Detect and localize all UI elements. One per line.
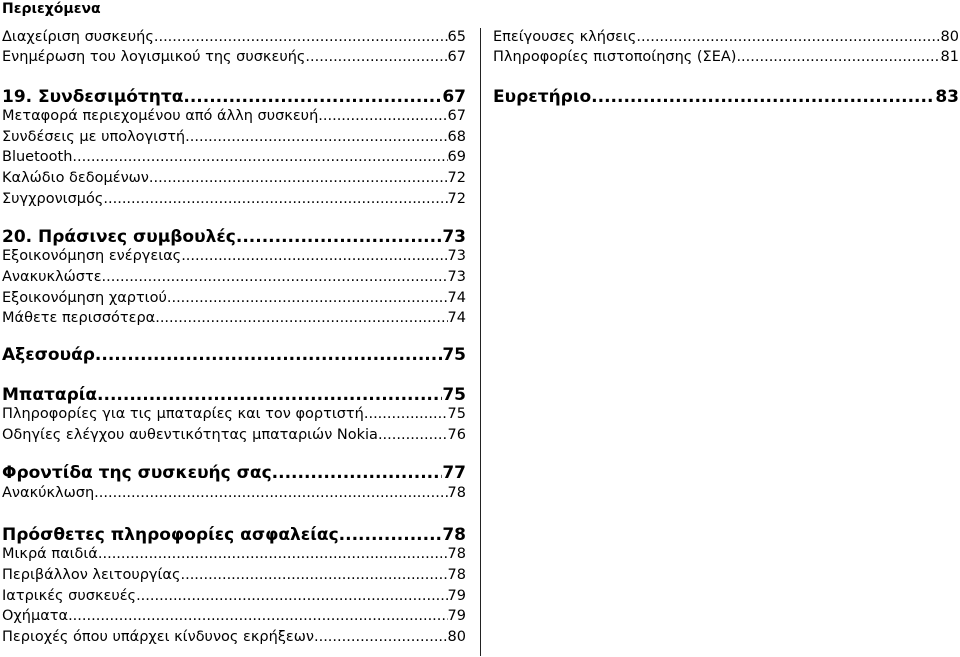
toc-entry[interactable] (2, 191, 466, 211)
toc-entry-title: Αξεσουάρ (2, 345, 95, 365)
toc-entry-title: Bluetooth (2, 149, 73, 165)
toc-entry-title: Συγχρονισμός (2, 191, 104, 207)
toc-entry-title: 20. Πράσινες συμβουλές (2, 227, 236, 247)
dot-leader (149, 170, 448, 186)
toc-entry[interactable] (2, 427, 466, 447)
dot-leader (364, 406, 448, 422)
toc-entry[interactable] (2, 310, 466, 330)
dot-leader (339, 525, 443, 545)
page-number: 75 (447, 406, 466, 422)
dot-leader (272, 463, 443, 483)
toc-entry-title: Οχήματα (2, 608, 69, 624)
toc-entry[interactable] (2, 170, 466, 190)
dot-leader (314, 629, 448, 645)
page-number: 72 (447, 170, 466, 186)
toc-entry-title: Πληροφορίες πιστοποίησης (ΣΕΑ) (493, 49, 737, 65)
dot-leader (154, 29, 448, 45)
page-number: 72 (447, 191, 466, 207)
toc-entry[interactable] (2, 29, 466, 49)
dot-leader (97, 385, 442, 405)
page-number: 78 (447, 567, 466, 583)
toc-entry[interactable] (2, 567, 466, 587)
toc-entry-title: Διαχείριση συσκευής (2, 29, 154, 45)
toc-entry-title: Ευρετήριο (493, 87, 592, 107)
toc-entry[interactable] (2, 406, 466, 426)
toc-entry[interactable] (2, 49, 466, 69)
toc-entry[interactable] (2, 546, 466, 566)
toc-entry[interactable] (2, 108, 466, 128)
toc-entry[interactable] (2, 608, 466, 628)
page-number: 83 (935, 87, 959, 107)
dot-leader (236, 227, 442, 247)
toc-entry-title: Επείγουσες κλήσεις (493, 29, 637, 45)
page-number: 78 (442, 525, 466, 545)
page-number: 80 (940, 29, 959, 45)
dot-leader (181, 248, 447, 264)
page-number: 78 (447, 485, 466, 501)
toc-entry[interactable] (2, 269, 466, 289)
toc-entry-title: Καλώδιο δεδομένων (2, 170, 149, 186)
page-number: 75 (442, 345, 466, 365)
page-number: 73 (447, 248, 466, 264)
page-number: 73 (447, 269, 466, 285)
page-number: 77 (442, 463, 466, 483)
dot-leader (68, 608, 447, 624)
toc-entry-title: Φροντίδα της συσκευής σας (2, 463, 272, 483)
page-number: 79 (447, 588, 466, 604)
page-number: 74 (447, 310, 466, 326)
page-number: 69 (447, 149, 466, 165)
toc-entry-title: Εξοικονόμηση χαρτιού (2, 290, 167, 306)
page-number: 78 (447, 546, 466, 562)
toc-entry-title: Μάθετε περισσότερα (2, 310, 156, 326)
toc-entry[interactable] (2, 248, 466, 268)
dot-leader (378, 427, 448, 443)
dot-leader (305, 49, 447, 65)
toc-entry-title: Ανακύκλωση (2, 485, 95, 501)
toc-entry-title: 19. Συνδεσιμότητα (2, 87, 184, 107)
page-number: 68 (447, 129, 466, 145)
toc-entry[interactable] (493, 29, 959, 49)
toc-entry[interactable] (2, 149, 466, 169)
toc-entry-title: Μικρά παιδιά (2, 546, 98, 562)
toc-entry[interactable] (2, 629, 466, 649)
toc-entry-title: Συνδέσεις με υπολογιστή (2, 129, 186, 145)
dot-leader (736, 49, 940, 65)
page-title: Περιεχόμενα (2, 1, 101, 17)
column-divider (480, 28, 481, 656)
dot-leader (318, 108, 447, 124)
dot-leader (72, 149, 447, 165)
page-number: 67 (447, 108, 466, 124)
dot-leader (591, 87, 935, 107)
dot-leader (183, 87, 442, 107)
dot-leader (95, 345, 442, 365)
toc-entry-title: Ανακυκλώστε (2, 269, 102, 285)
page-number: 80 (447, 629, 466, 645)
toc-entry[interactable] (493, 49, 959, 69)
page-number: 81 (940, 49, 959, 65)
page-number: 75 (442, 385, 466, 405)
page-number: 74 (447, 290, 466, 306)
toc-entry-title: Πρόσθετες πληροφορίες ασφαλείας (2, 525, 339, 545)
toc-section-heading[interactable] (2, 345, 466, 369)
toc-section-heading[interactable] (2, 463, 466, 487)
page-number: 67 (447, 49, 466, 65)
page-number: 76 (447, 427, 466, 443)
dot-leader (180, 567, 447, 583)
dot-leader (94, 485, 447, 501)
dot-leader (102, 269, 448, 285)
dot-leader (155, 310, 447, 326)
toc-entry[interactable] (2, 290, 466, 310)
toc-entry[interactable] (2, 129, 466, 149)
page-number: 65 (447, 29, 466, 45)
dot-leader (185, 129, 447, 145)
dot-leader (167, 290, 448, 306)
toc-entry-title: Μεταφορά περιεχομένου από άλλη συσκευή (2, 108, 319, 124)
page-number: 79 (447, 608, 466, 624)
toc-entry-title: Περιβάλλον λειτουργίας (2, 567, 181, 583)
page-number: 67 (442, 87, 466, 107)
toc-entry-title: Μπαταρία (2, 385, 98, 405)
dot-leader (636, 29, 940, 45)
toc-entry[interactable] (2, 588, 466, 608)
dot-leader (103, 191, 447, 207)
toc-entry-title: Εξοικονόμηση ενέργειας (2, 248, 182, 264)
toc-entry-title: Πληροφορίες για τις μπαταρίες και τον φορτιστή (2, 406, 364, 422)
toc-entry-title: Περιοχές όπου υπάρχει κίνδυνος εκρήξεων (2, 629, 314, 645)
toc-entry[interactable] (2, 485, 466, 505)
page-number: 73 (442, 227, 466, 247)
dot-leader (98, 546, 448, 562)
dot-leader (136, 588, 447, 604)
toc-section-heading[interactable] (493, 87, 959, 111)
toc-entry-title: Ενημέρωση του λογισμικού της συσκευής (2, 49, 306, 65)
toc-entry-title: Ιατρικές συσκευές (2, 588, 137, 604)
toc-entry-title: Οδηγίες ελέγχου αυθεντικότητας μπαταριών Nokia (2, 427, 378, 443)
